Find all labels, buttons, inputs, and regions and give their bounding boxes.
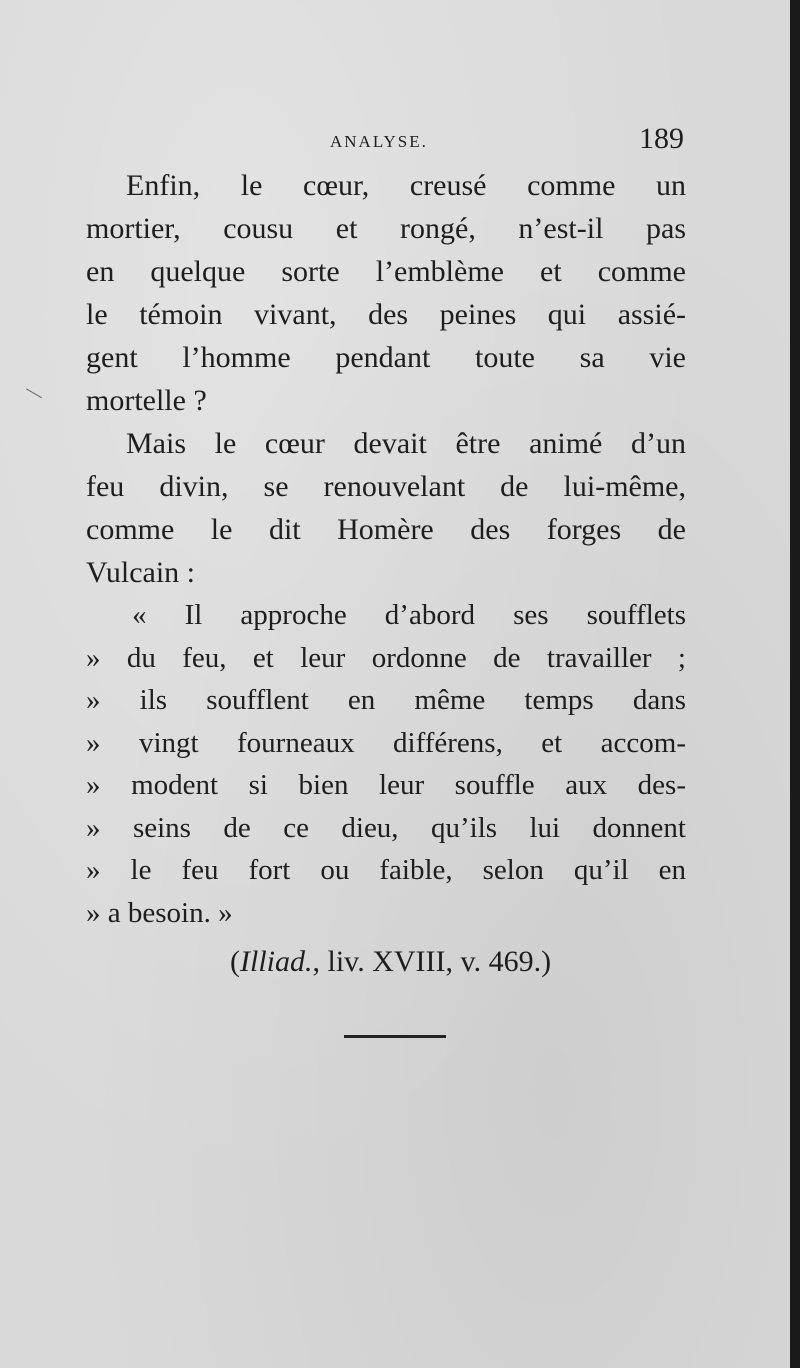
quote-line: » du feu, et leur ordonne de travailler ;: [86, 641, 686, 674]
quote-line: » seins de ce dieu, qu’ils lui donnent: [86, 811, 686, 844]
text-line: mortier, cousu et rongé, n’est-il pas: [86, 212, 686, 245]
text-line: Enfin, le cœur, creusé comme un: [126, 169, 686, 202]
block-quote: [86, 594, 686, 934]
text-line: en quelque sorte l’emblème et comme: [86, 255, 686, 288]
quote-line: « Il approche d’abord ses soufflets: [132, 599, 686, 631]
quote-line: » modent si bien leur souffle aux des-: [86, 769, 686, 801]
quote-line: » vingt fourneaux différens, et accom-: [86, 726, 686, 759]
paragraph-1: [86, 164, 686, 422]
section-rule: [344, 1035, 446, 1038]
body-text: [86, 164, 686, 990]
text-line: gent l’homme pendant toute sa vie: [86, 341, 686, 374]
text-line: le témoin vivant, des peines qui assié-: [86, 298, 686, 331]
text-line: Mais le cœur devait être animé d’un: [126, 427, 686, 460]
citation-open: (: [230, 945, 240, 978]
citation-rest: , liv. XVIII, v. 469.): [312, 945, 552, 978]
quote-line: » le feu fort ou faible, selon qu’il en: [86, 854, 686, 886]
page-number: 189: [639, 122, 684, 155]
text-line: Vulcain :: [86, 556, 195, 589]
citation-book: Illiad.: [240, 945, 313, 978]
page-header: [84, 122, 684, 166]
text-line: comme le dit Homère des forges de: [86, 513, 686, 546]
text-line: mortelle ?: [86, 384, 207, 417]
quote-line: » ils soufflent en même temps dans: [86, 684, 686, 716]
quote-line: » a besoin. »: [86, 896, 233, 929]
paragraph-2: [86, 422, 686, 594]
running-title: ANALYSE.: [330, 132, 428, 151]
text-line: feu divin, se renouvelant de lui-même,: [86, 470, 686, 503]
citation: [86, 934, 686, 990]
margin-pencil-mark: [20, 388, 42, 408]
